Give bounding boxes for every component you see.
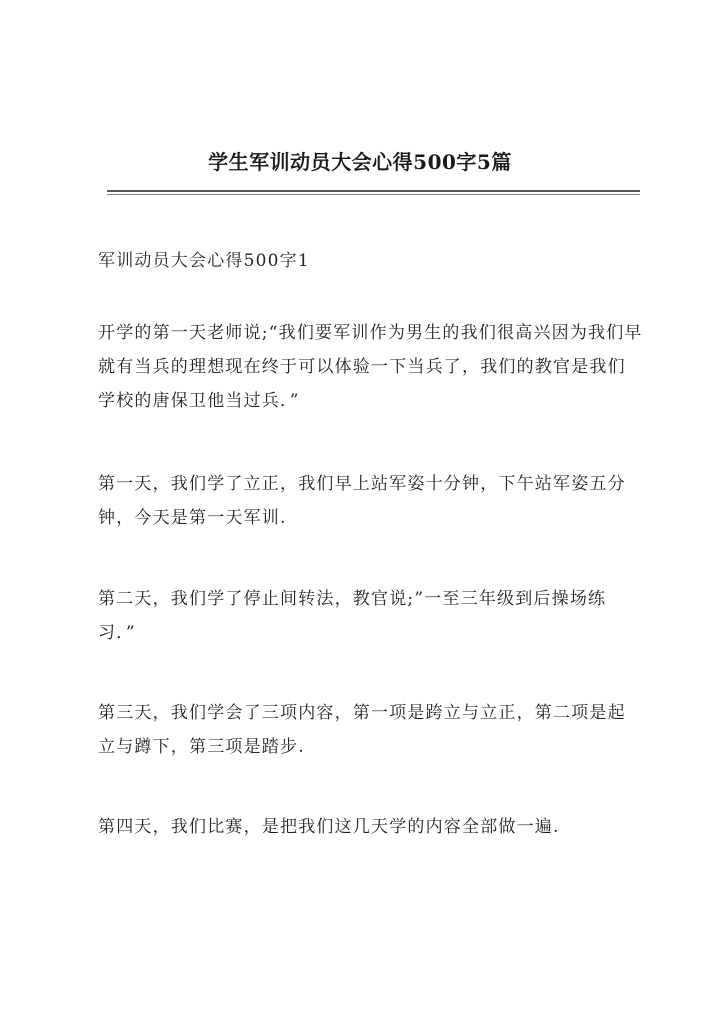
paragraph: 第三天，我们学会了三项内容，第一项是跨立与立正，第二项是起立与蹲下，第三项是踏步. (98, 703, 626, 757)
paragraph: 第四天，我们比赛，是把我们这几天学的内容全部做一遍. (98, 817, 560, 837)
paragraph: 第二天，我们学了停止间转法，教官说;”一至三年级到后操场练习．” (98, 589, 607, 643)
paragraph: 第一天，我们学了立正，我们早上站军姿十分钟，下午站军姿五分钟，今天是第一天军训. (98, 474, 626, 528)
title-divider (107, 190, 640, 192)
document-title: 学生军训动员大会心得500字5篇 (208, 150, 512, 174)
title-divider-thin (107, 194, 640, 195)
section-heading: 军训动员大会心得500字1 (98, 251, 310, 271)
paragraph: 开学的第一天老师说;“我们要军训作为男生的我们很高兴因为我们早就有当兵的理想现在终于可以体验一下当兵了，我们的教官是我们学校的唐保卫他当过兵．” (98, 323, 643, 411)
